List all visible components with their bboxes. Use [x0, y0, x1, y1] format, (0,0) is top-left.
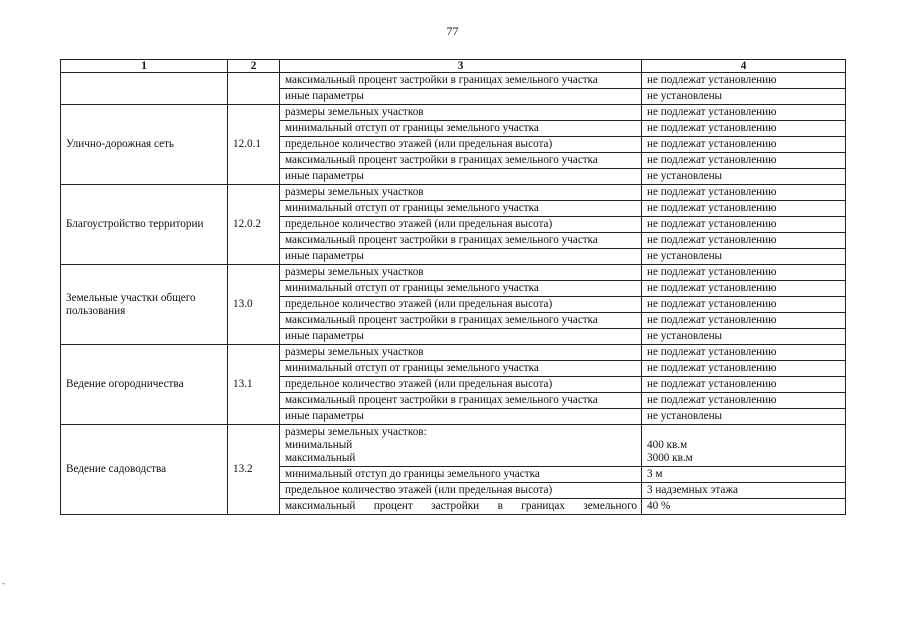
sizes-max-value: 3000 кв.м	[647, 452, 693, 464]
value-cell: не подлежат установлению	[642, 217, 846, 233]
param-cell: иные параметры	[280, 89, 642, 105]
value-cell: не подлежат установлению	[642, 201, 846, 217]
value-cell-sizes	[642, 425, 846, 467]
param-cell: иные параметры	[280, 249, 642, 265]
table-row	[61, 345, 846, 361]
value-cell: не подлежат установлению	[642, 297, 846, 313]
param-cell: предельное количество этажей (или предельная высота)	[280, 483, 642, 499]
value-cell: не установлены	[642, 89, 846, 105]
param-cell: предельное количество этажей (или предельная высота)	[280, 137, 642, 153]
value-cell: не подлежат установлению	[642, 137, 846, 153]
param-cell: максимальный процент застройки в границах земельного	[280, 499, 642, 515]
table-row	[61, 265, 846, 281]
value-cell: не подлежат установлению	[642, 393, 846, 409]
use-type-name: Благоустройство территории	[61, 185, 228, 265]
value-cell: не установлены	[642, 409, 846, 425]
param-cell: предельное количество этажей (или предельная высота)	[280, 217, 642, 233]
use-type-code: 13.1	[228, 345, 280, 425]
param-cell: максимальный процент застройки в границах земельного участка	[280, 73, 642, 89]
param-cell-sizes	[280, 425, 642, 467]
table-row	[61, 185, 846, 201]
sizes-label: размеры земельных участков:	[285, 426, 427, 438]
value-cell: не установлены	[642, 169, 846, 185]
use-type-code: 13.2	[228, 425, 280, 515]
cont-name-cell	[61, 73, 228, 105]
param-cell: минимальный отступ от границы земельного участка	[280, 201, 642, 217]
sizes-max-label: максимальный	[285, 452, 356, 464]
cont-code-cell	[228, 73, 280, 105]
use-type-name: Улично-дорожная сеть	[61, 105, 228, 185]
value-cell: не подлежат установлению	[642, 313, 846, 329]
use-type-name: Ведение садоводства	[61, 425, 228, 515]
param-cell: иные параметры	[280, 329, 642, 345]
value-cell: не подлежат установлению	[642, 265, 846, 281]
param-cell: предельное количество этажей (или предельная высота)	[280, 297, 642, 313]
param-cell: размеры земельных участков	[280, 265, 642, 281]
param-cell: иные параметры	[280, 169, 642, 185]
param-cell: максимальный процент застройки в границах земельного участка	[280, 233, 642, 249]
value-cell: не подлежат установлению	[642, 105, 846, 121]
value-cell: не подлежат установлению	[642, 233, 846, 249]
value-cell: не подлежат установлению	[642, 153, 846, 169]
use-type-code: 12.0.1	[228, 105, 280, 185]
param-cell: минимальный отступ до границы земельного участка	[280, 467, 642, 483]
param-cell: иные параметры	[280, 409, 642, 425]
value-cell: не подлежат установлению	[642, 281, 846, 297]
param-cell: максимальный процент застройки в границах земельного участка	[280, 153, 642, 169]
header-col-2: 2	[228, 60, 280, 73]
value-cell: 3 надземных этажа	[642, 483, 846, 499]
param-cell: размеры земельных участков	[280, 105, 642, 121]
param-cell: минимальный отступ от границы земельного участка	[280, 361, 642, 377]
use-type-name: Земельные участки общего пользования	[61, 265, 228, 345]
table-row	[61, 105, 846, 121]
param-cell: максимальный процент застройки в границах земельного участка	[280, 393, 642, 409]
header-col-4: 4	[642, 60, 846, 73]
use-type-code: 13.0	[228, 265, 280, 345]
param-cell: предельное количество этажей (или предельная высота)	[280, 377, 642, 393]
param-cell: минимальный отступ от границы земельного участка	[280, 121, 642, 137]
sizes-min-label: минимальный	[285, 439, 353, 451]
value-cell: 40 %	[642, 499, 846, 515]
sizes-min-value: 400 кв.м	[647, 439, 688, 451]
value-cell: не подлежат установлению	[642, 345, 846, 361]
table-row	[61, 73, 846, 89]
page-number: 77	[446, 24, 459, 38]
header-col-3: 3	[280, 60, 642, 73]
value-cell: не установлены	[642, 329, 846, 345]
use-type-code: 12.0.2	[228, 185, 280, 265]
value-cell: не подлежат установлению	[642, 377, 846, 393]
value-cell: не подлежат установлению	[642, 121, 846, 137]
value-cell: не подлежат установлению	[642, 185, 846, 201]
table-row	[61, 425, 846, 467]
land-use-regulations-table	[60, 59, 846, 515]
value-cell: не подлежат установлению	[642, 361, 846, 377]
value-cell: не установлены	[642, 249, 846, 265]
param-cell: максимальный процент застройки в границах земельного участка	[280, 313, 642, 329]
scan-edge-mark: -	[2, 578, 5, 588]
param-cell: размеры земельных участков	[280, 185, 642, 201]
param-cell: размеры земельных участков	[280, 345, 642, 361]
value-cell: 3 м	[642, 467, 846, 483]
value-cell: не подлежат установлению	[642, 73, 846, 89]
header-col-1: 1	[61, 60, 228, 73]
table-header-row	[61, 60, 846, 73]
param-cell: минимальный отступ от границы земельного участка	[280, 281, 642, 297]
use-type-name: Ведение огородничества	[61, 345, 228, 425]
